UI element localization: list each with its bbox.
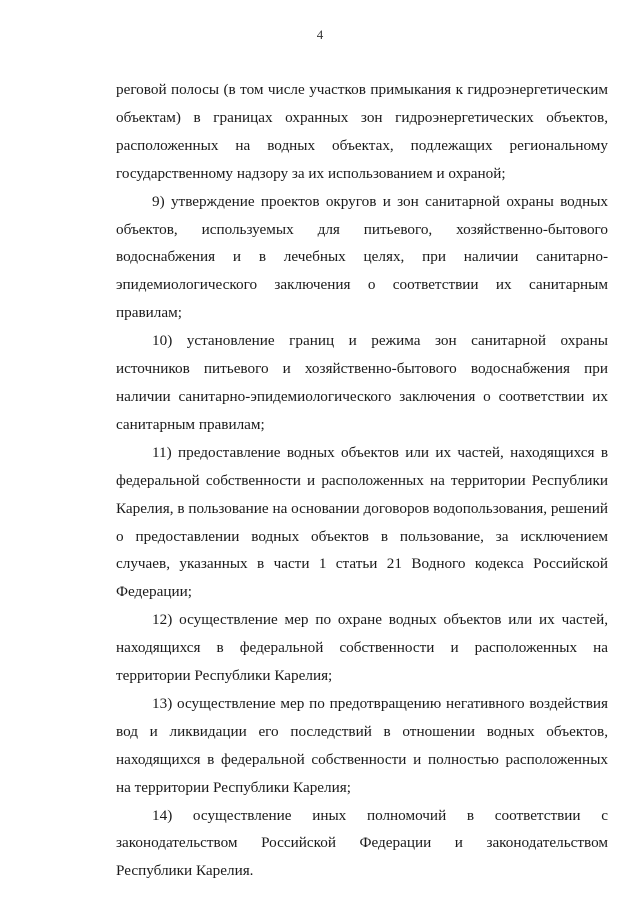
- paragraph-continuation: реговой полосы (в том числе участков примыкания к гидроэнергетическим объектам) в границах охранных зон гидроэнергетических объектов, расположенных на водных объектах, подлежащих региональному государственному надзору за их использованием и охраной;: [116, 81, 608, 182]
- document-body: [116, 76, 608, 885]
- paragraph-item-13: 13) осуществление мер по предотвращению негативного воздействия вод и ликвидации его последствий в отношении водных объектов, находящихся в федеральной собственности и полностью расположенных на территории Республики Карелия;: [116, 694, 608, 796]
- paragraph-item-10: 10) установление границ и режима зон санитарной охраны источников питьевого и хозяйственно-бытового водоснабжения при наличии санитарно-эпидемиологического заключения о соответствии их санитарным правилам;: [116, 332, 608, 433]
- paragraph-item-14: 14) осуществление иных полномочий в соответствии с законодательством Российской Федерации и законодательством Республики Карелия.: [116, 806, 608, 880]
- paragraph-item-9: 9) утверждение проектов округов и зон санитарной охраны водных объектов, используемых для питьевого, хозяйственно-бытового водоснабжения и в лечебных целях, при наличии санитарно-эпидемиологического заключения о соответствии их санитарным правилам;: [116, 192, 608, 322]
- paragraph-item-11: 11) предоставление водных объектов или их частей, находящихся в федеральной собственности и расположенных на территории Республики Карелия, в пользование на основании договоров водопользования, решений о предоставлении водных объектов в пользование, за исключением случаев, указанных в части 1 статьи 21 Водного кодекса Российской Федерации;: [116, 443, 608, 601]
- page-number: 4: [316, 27, 324, 42]
- paragraph-item-12: 12) осуществление мер по охране водных объектов или их частей, находящихся в федеральной собственности и расположенных на территории Республики Карелия;: [116, 611, 608, 685]
